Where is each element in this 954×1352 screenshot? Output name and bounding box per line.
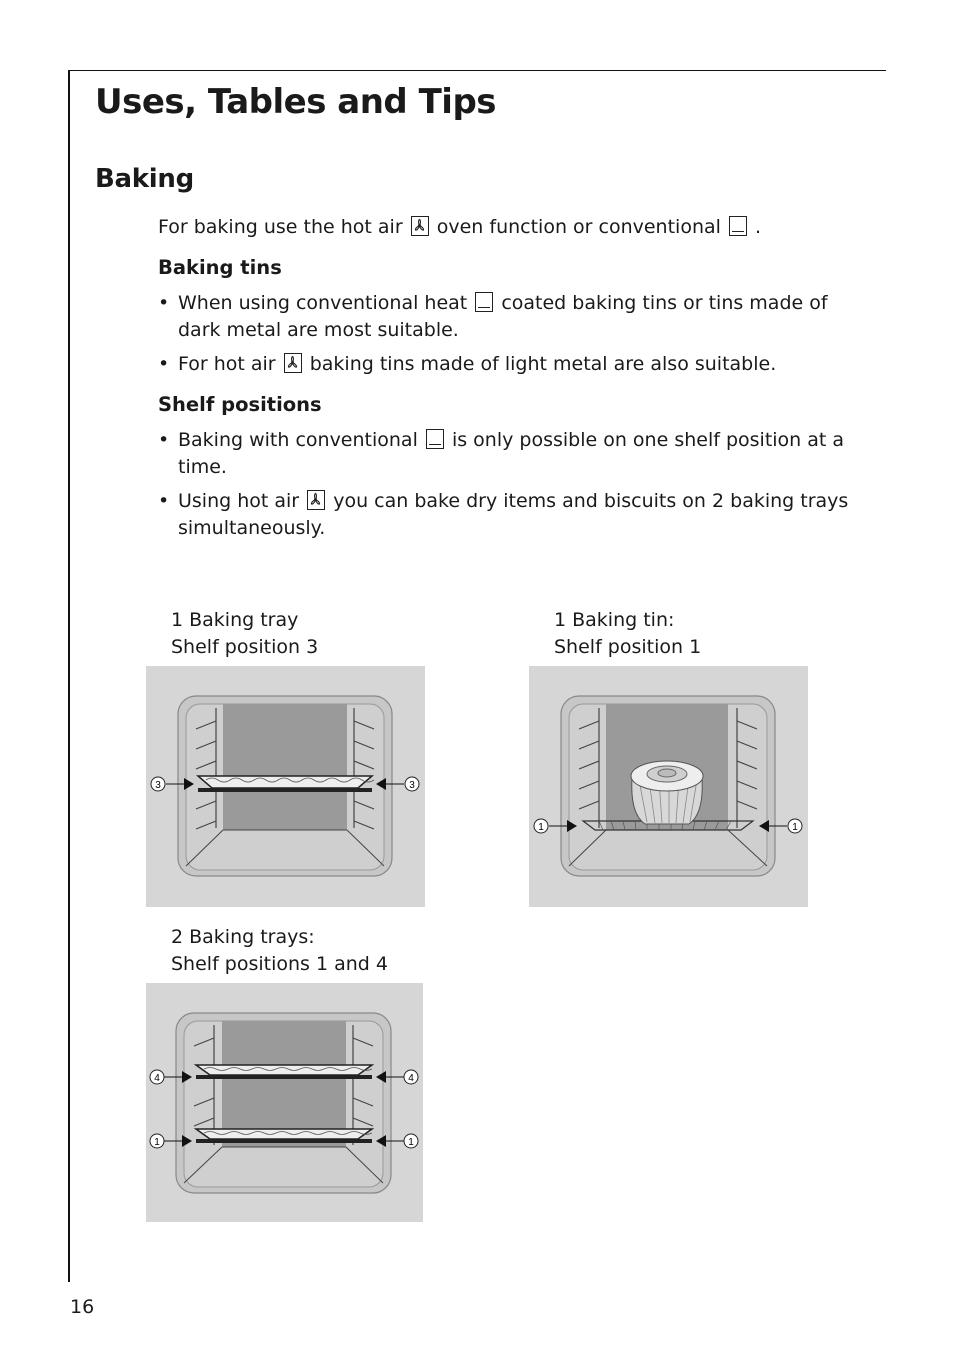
shelf-marker: 3 (155, 780, 161, 791)
baking-tins-bullet-2 (158, 351, 858, 378)
bullet-dot: • (158, 490, 170, 512)
caption-line: 1 Baking tin: (554, 609, 675, 631)
bullet-text: When using conventional heat (178, 292, 468, 314)
intro-text-3: . (755, 216, 762, 238)
bullet-dot: • (158, 353, 170, 375)
top-bottom-heat-icon (729, 216, 747, 236)
bullet-text: coated baking tins or tins made of dark metal are most suitable. (178, 292, 828, 341)
caption-line: Shelf positions 1 and 4 (171, 953, 388, 975)
oven-illustration-trays-shelf-1-4 (146, 983, 423, 1222)
bullet-text: Using hot air (178, 490, 300, 512)
fan-icon (411, 216, 429, 236)
fan-icon (284, 353, 302, 373)
baking-tins-heading: Baking tins (158, 256, 282, 279)
baking-tins-bullet-1 (158, 290, 858, 344)
bullet-dot: • (158, 429, 170, 451)
left-margin-rule (68, 70, 70, 1282)
caption-line: 2 Baking trays: (171, 926, 315, 948)
shelf-marker: 4 (408, 1073, 414, 1084)
page-number: 16 (70, 1296, 95, 1318)
fan-icon (307, 490, 325, 510)
bullet-text: baking tins made of light metal are also suitable. (309, 353, 777, 375)
bullet-text: is only possible on one shelf position at a time. (178, 429, 845, 478)
shelf-positions-bullet-2 (158, 488, 858, 542)
shelf-positions-heading: Shelf positions (158, 393, 322, 416)
shelf-marker: 1 (408, 1137, 414, 1148)
figure-2-caption (554, 607, 701, 661)
bullet-dot: • (158, 292, 170, 314)
intro-text-2: oven function or conventional (436, 216, 721, 238)
shelf-marker: 1 (538, 822, 544, 833)
page-title: Uses, Tables and Tips (95, 82, 497, 122)
bullet-text: Baking with conventional (178, 429, 418, 451)
figure-1-caption (171, 607, 318, 661)
shelf-marker: 1 (792, 822, 798, 833)
top-bottom-heat-icon (426, 429, 444, 449)
caption-line: 1 Baking tray (171, 609, 299, 631)
bullet-text: you can bake dry items and biscuits on 2 baking trays simultaneously. (178, 490, 849, 539)
section-title: Baking (95, 164, 194, 194)
top-bottom-heat-icon (475, 292, 493, 312)
caption-line: Shelf position 1 (554, 636, 702, 658)
shelf-marker: 3 (409, 780, 415, 791)
shelf-marker: 1 (154, 1137, 160, 1148)
top-header-rule (68, 70, 886, 71)
intro-paragraph (158, 214, 761, 241)
oven-illustration-tin-shelf-1 (529, 666, 808, 907)
bullet-text: For hot air (178, 353, 276, 375)
shelf-positions-bullet-1 (158, 427, 858, 481)
caption-line: Shelf position 3 (171, 636, 319, 658)
shelf-marker: 4 (154, 1073, 160, 1084)
oven-illustration-tray-shelf-3 (146, 666, 425, 907)
intro-text-1: For baking use the hot air (158, 216, 403, 238)
figure-3-caption (171, 924, 388, 978)
